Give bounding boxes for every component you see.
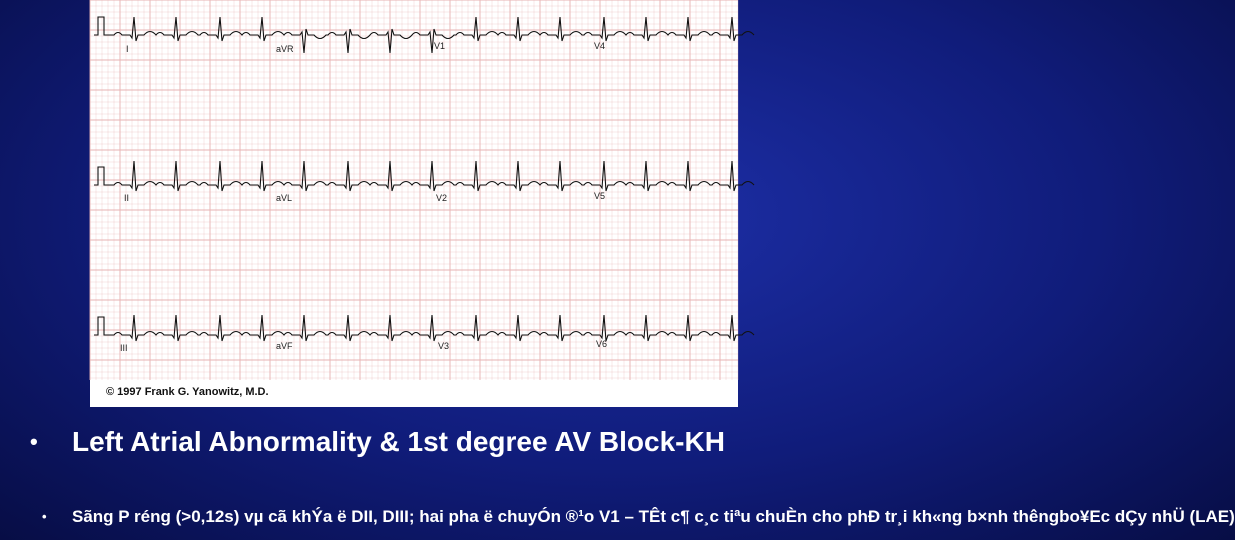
lead-label-v2: V2 <box>436 193 448 203</box>
ecg-trace-row-1 <box>94 17 754 53</box>
copyright-text: © 1997 Frank G. Yanowitz, M.D. <box>106 386 269 398</box>
lead-label-avr: aVR <box>276 44 294 54</box>
bullet-dot-icon: • <box>42 509 47 524</box>
lead-label-v4: V4 <box>594 41 606 51</box>
lead-label-avl: aVL <box>276 193 293 203</box>
lead-label-v5: V5 <box>594 191 606 201</box>
lead-label-ii: II <box>124 193 130 203</box>
bullet-dot-icon: • <box>30 429 38 454</box>
ecg-trace-row-2 <box>94 161 754 191</box>
lead-label-v6: V6 <box>596 339 608 349</box>
sub-bullet <box>42 506 1235 527</box>
ecg-tracing <box>90 0 738 407</box>
sub-bullet-text: Sãng P réng (>0,12s) vµ cã khÝa ë DII, DIII; hai pha ë chuyÓn ®¹o V1 – TÊt c¶ c¸c tiªu chuÈn cho phÐ tr¸i kh«ng b×nh thêngbo¥Ec dÇy nhÜ (LAE) <box>72 507 1235 526</box>
ecg-trace-row-3 <box>94 315 754 341</box>
lead-label-v1: V1 <box>434 41 446 51</box>
lead-label-iii: III <box>120 343 128 353</box>
ecg-grid <box>90 0 738 380</box>
lead-label-i: I <box>126 44 129 54</box>
main-bullet <box>30 424 790 460</box>
lead-label-v3: V3 <box>438 341 450 351</box>
ecg-image <box>90 0 738 407</box>
lead-label-avf: aVF <box>276 341 293 351</box>
main-bullet-text: Left Atrial Abnormality & 1st degree AV Block-KH <box>72 426 725 457</box>
